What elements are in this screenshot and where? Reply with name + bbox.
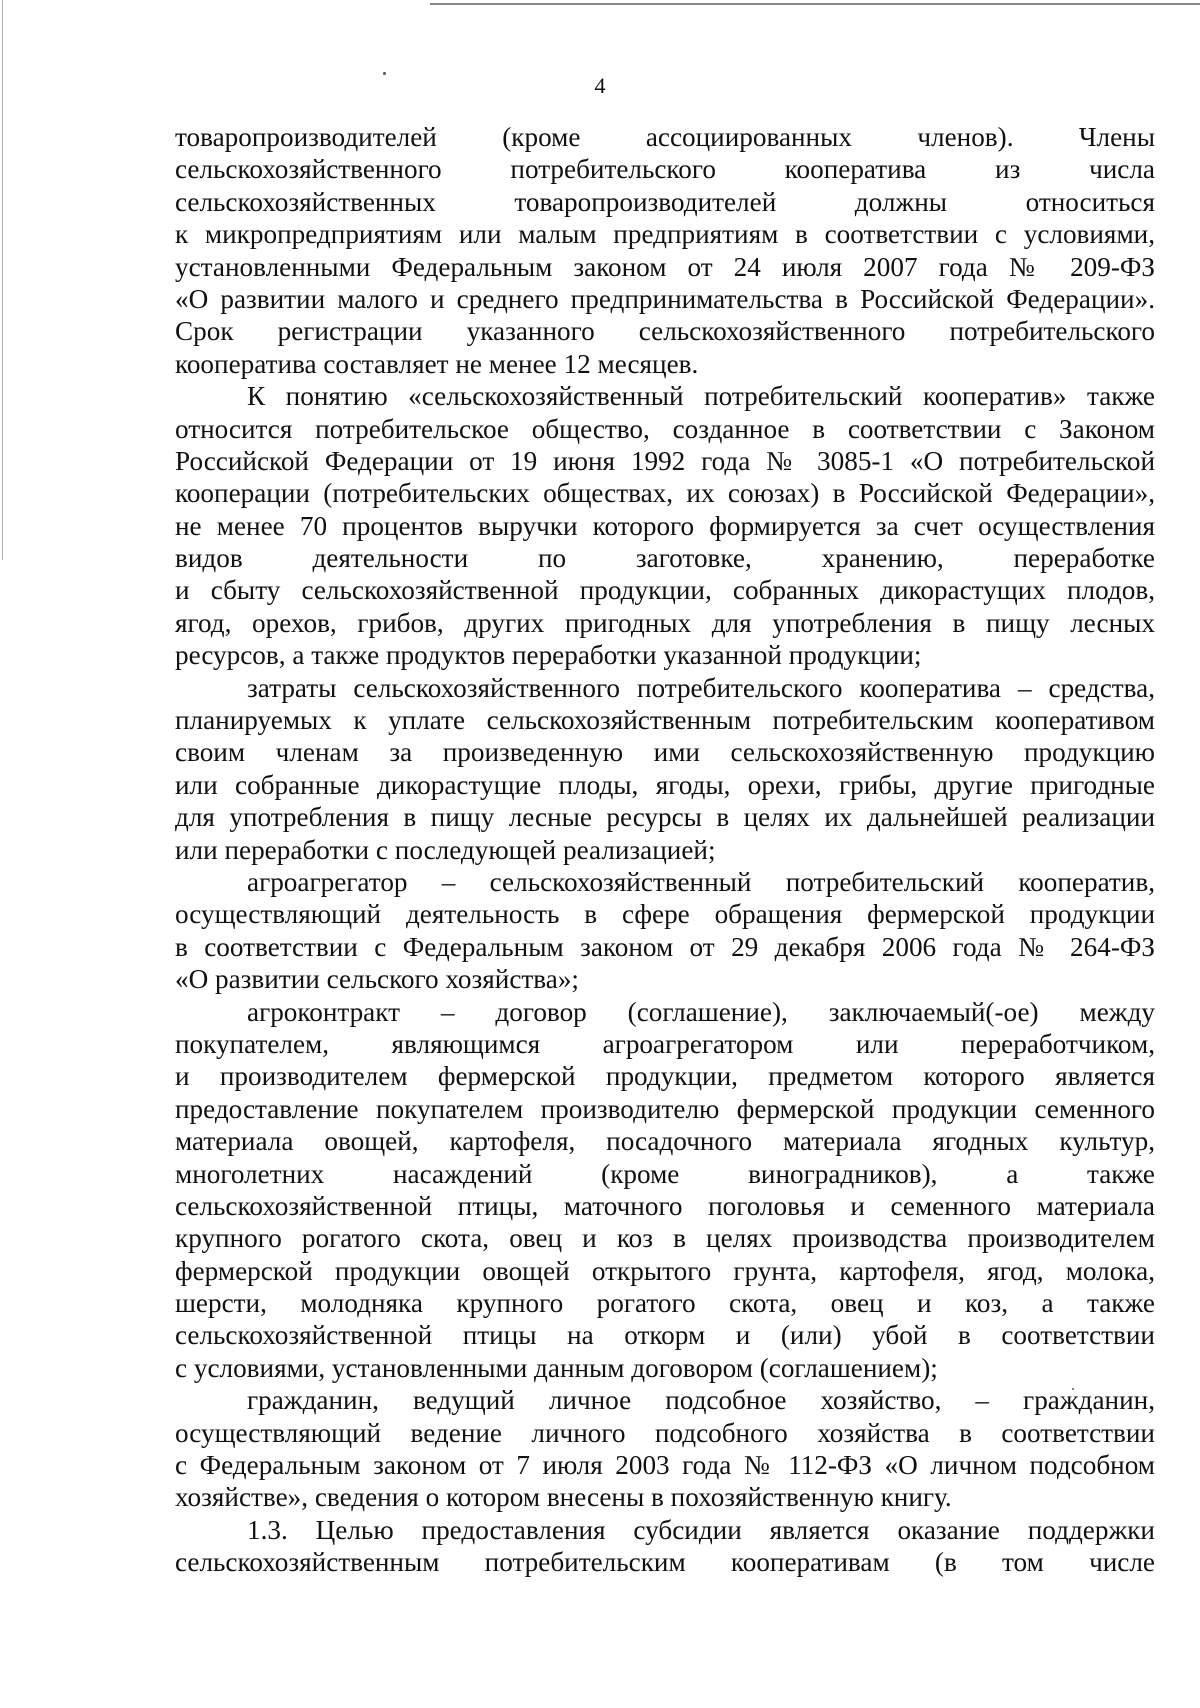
text-line: или переработки с последующей реализацией; xyxy=(175,834,716,865)
text-line: агроагрегатор – сельскохозяйственный потребительский кооператив, xyxy=(247,866,1155,897)
text-line: планируемых к уплате сельскохозяйственным потребительским кооперативом xyxy=(175,705,1155,736)
document-body xyxy=(175,121,1155,1579)
text-line: не менее 70 процентов выручки которого формируется за счет осуществления xyxy=(175,510,1155,541)
text-line: «О развитии сельского хозяйства»; xyxy=(175,964,579,995)
text-line: установленными Федеральным законом от 24 июля 2007 года № 209-ФЗ xyxy=(175,251,1155,282)
text-line: затраты сельскохозяйственного потребительского кооператива – средства, xyxy=(247,672,1155,703)
text-line: Российской Федерации от 19 июня 1992 года № 3085-1 «О потребительской xyxy=(175,445,1155,476)
page-number: 4 xyxy=(594,73,606,98)
text-line: К понятию «сельскохозяйственный потребительский кооператив» также xyxy=(247,381,1155,412)
text-line: товаропроизводителей (кроме ассоциированных членов). Члены xyxy=(175,122,1155,152)
text-line: сельскохозяйственным потребительским кооперативам (в том числе xyxy=(175,1547,1155,1578)
text-line: относится потребительское общество, созданное в соответствии с Законом xyxy=(175,413,1155,444)
text-line: кооперации (потребительских обществах, их союзах) в Российской Федерации», xyxy=(175,478,1155,509)
text-line: осуществляющий ведение личного подсобного хозяйства в соответствии xyxy=(175,1417,1155,1448)
text-line: фермерской продукции овощей открытого грунта, картофеля, ягод, молока, xyxy=(175,1255,1155,1286)
scan-edge-top xyxy=(430,3,1200,5)
text-line: ягод, орехов, грибов, других пригодных для употребления в пищу лесных xyxy=(175,607,1155,638)
text-line: к микропредприятиям или малым предприятиям в соответствии с условиями, xyxy=(175,219,1155,250)
text-line: и сбыту сельскохозяйственной продукции, собранных дикорастущих плодов, xyxy=(175,575,1155,606)
text-line: осуществляющий деятельность в сфере обращения фермерской продукции xyxy=(175,899,1155,930)
text-line: агроконтракт – договор (соглашение), заключаемый(-ое) между xyxy=(247,996,1155,1027)
text-line: в соответствии с Федеральным законом от 29 декабря 2006 года № 264-ФЗ xyxy=(175,931,1155,962)
text-line: для употребления в пищу лесные ресурсы в целях их дальнейшей реализации xyxy=(175,802,1155,833)
text-line: хозяйстве», сведения о котором внесены в похозяйственную книгу. xyxy=(175,1482,952,1513)
text-line: крупного рогатого скота, овец и коз в целях производства производителем xyxy=(175,1223,1155,1254)
text-line: гражданин, ведущий личное подсобное хозяйство, – гражданин, xyxy=(247,1385,1155,1416)
text-line: шерсти, молодняка крупного рогатого скота, овец и коз, а также xyxy=(175,1288,1155,1319)
text-line: сельскохозяйственного потребительского кооператива из числа xyxy=(175,154,1155,185)
text-line: или собранные дикорастущие плоды, ягоды, орехи, грибы, другие пригодные xyxy=(175,769,1155,800)
text-line: сельскохозяйственных товаропроизводителей должны относиться xyxy=(175,186,1155,217)
text-line: сельскохозяйственной птицы, маточного поголовья и семенного материала xyxy=(175,1190,1155,1221)
text-line: «О развитии малого и среднего предпринимательства в Российской Федерации». xyxy=(175,283,1155,314)
text-line: и производителем фермерской продукции, предметом которого является xyxy=(175,1061,1155,1092)
text-line: сельскохозяйственной птицы на откорм и (или) убой в соответствии xyxy=(175,1320,1155,1351)
text-line: видов деятельности по заготовке, хранению, переработке xyxy=(175,543,1155,574)
text-line: ресурсов, а также продуктов переработки указанной продукции; xyxy=(175,640,922,671)
text-line: с Федеральным законом от 7 июля 2003 года № 112-ФЗ «О личном подсобном xyxy=(175,1450,1155,1481)
text-line: предоставление покупателем производителю фермерской продукции семенного xyxy=(175,1093,1155,1124)
text-line: кооператива составляет не менее 12 месяцев. xyxy=(175,348,699,379)
text-line: с условиями, установленными данным договором (соглашением); xyxy=(175,1352,938,1383)
text-line: 1.3. Целью предоставления субсидии является оказание поддержки xyxy=(247,1514,1155,1545)
text-line: Срок регистрации указанного сельскохозяйственного потребительского xyxy=(175,316,1155,347)
text-line: многолетних насаждений (кроме виноградников), а также xyxy=(175,1158,1155,1189)
text-line: своим членам за произведенную ими сельскохозяйственную продукцию xyxy=(175,737,1155,768)
text-line: материала овощей, картофеля, посадочного материала ягодных культур, xyxy=(175,1126,1155,1157)
text-line: покупателем, являющимся агроагрегатором или переработчиком, xyxy=(175,1028,1155,1059)
